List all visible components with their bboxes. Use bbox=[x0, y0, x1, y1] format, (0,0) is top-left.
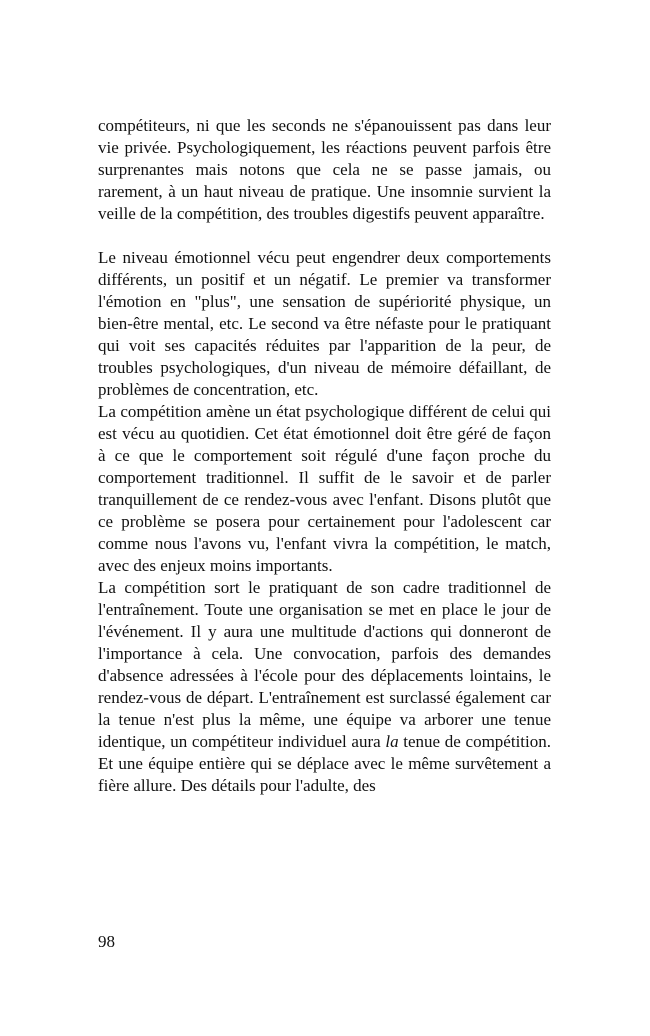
paragraph-1: compétiteurs, ni que les seconds ne s'épanouissent pas dans leur vie privée. Psychologiquement, les réactions peuvent parfois être surprenantes mais notons que cela ne se passe jamais, ou rarement, à un haut niveau de pratique. Une insomnie survient la veille de la compétition, des troubles digestifs peuvent apparaître. bbox=[98, 116, 551, 223]
page-number: 98 bbox=[98, 932, 115, 951]
paragraph-2: Le niveau émotionnel vécu peut engendrer deux comportements différents, un positif et un négatif. Le premier va transformer l'émotion en "plus", une sensation de supériorité physique, un bien-être mental, etc. Le second va être néfaste pour le pratiquant qui voit ses capacités réduites par l'apparition de la peur, de troubles psychologiques, d'un niveau de mémoire défaillant, de problèmes de concentration, etc. bbox=[98, 248, 551, 399]
paragraph-4-text-start: La compétition sort le pratiquant de son cadre traditionnel de l'entraînement. Toute une organisation se met en place le jour de l'événement. Il y aura une multitude d'actions qui donneront de l'importance à cela. Une convocation, parfois des demandes d'absence adressées à l'école pour des déplacements lointains, le rendez-vous de départ. L'entraînement est surclassé également car la tenue n'est plus la même, une équipe va arborer une tenue identique, un compétiteur individuel aura bbox=[98, 578, 551, 751]
paragraph-gap bbox=[98, 225, 551, 247]
italic-word: la bbox=[385, 732, 399, 751]
page-body bbox=[98, 115, 551, 797]
paragraph-3: La compétition amène un état psychologique différent de celui qui est vécu au quotidien. Cet état émotionnel doit être géré de façon à ce que le comportement soit régulé d'une façon proche du comportement traditionnel. Il suffit de le savoir et de parler tranquillement de ce rendez-vous avec l'enfant. Disons plutôt que ce problème se posera pour certainement pour l'adolescent car comme nous l'avons vu, l'enfant vivra la compétition, le match, avec des enjeux moins importants. bbox=[98, 402, 551, 575]
paragraph-4-text-end: tenue de compétition. Et une équipe entière qui se déplace avec le même survêtement a fière allure. Des détails pour l'adulte, des bbox=[98, 732, 551, 795]
paragraph-4 bbox=[98, 577, 551, 797]
